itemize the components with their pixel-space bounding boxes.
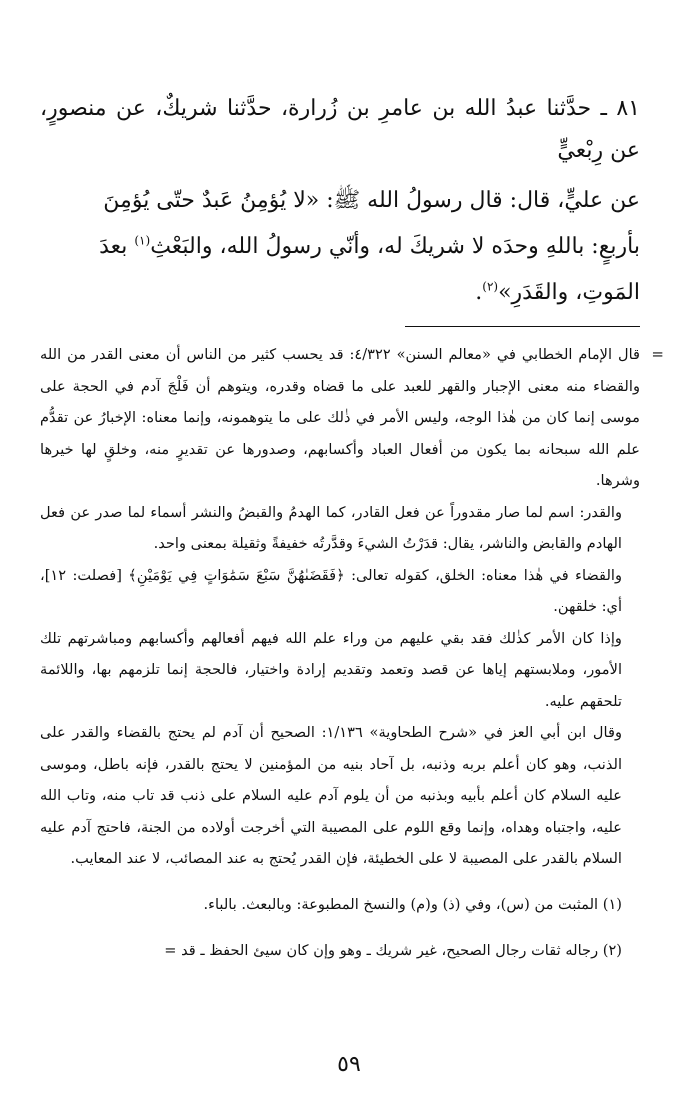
matn-line-2: [40, 224, 640, 270]
note-paragraph-3: والقضاء في هٰذا معناه: الخلق، كقوله تعالى: ﴿فَقَضَىٰهُنَّ سَبْعَ سَمَٰوَاتٍ فِي يَوْمَيْنِ﴾ [فصلت: ١٢]، أي: خلقهن.: [40, 566, 622, 615]
footnote-1: (١) المثبت من (س)، وفي (ذ) و(م) والنسخ المطبوعة: وبالبعث. بالباء.: [203, 896, 622, 914]
hadith-matn: [40, 178, 640, 316]
footnotes: [40, 889, 640, 967]
footnote-separator: [405, 326, 640, 327]
note-paragraph-4: وإذا كان الأمر كذٰلك فقد بقي عليهم من وراء علم الله فيهم أفعالهم وأكسابهم ومباشرتهم تلك الأمور، وملابستهم إياها عن قصد وتعمد وتقديم إرادة واختيار، فالحجة إنما تلزمهم بها، واللائمة تلحقهم عليه.: [40, 629, 622, 710]
matn-line-2-text: بأربعٍ: باللهِ وحدَه لا شريكَ له، وأنّي رسولُ الله، والبَعْثِ: [150, 234, 640, 259]
note-paragraph-1: قال الإمام الخطابي في «معالم السنن» ٤/٣٢٢: قد يحسب كثير من الناس أن معنى القدر من الله والقضاء منه معنى الإجبار والقهر للعبد على ما قضاه وقدره، ويتوهم أن فَلْجَ آدم في الحجة على موسى إنما كان من هٰذا الوجه، وليس الأمر في ذٰلك على ما يتوهمونه، وإنما معناه: الإخبارُ عن تقدُّم علم الله سبحانه بما يكون من أفعال العباد وأكسابهم، وصدورها عن تقديرٍ منه، وخلقٍ لها خيرها وشرها.: [40, 346, 640, 489]
note-paragraph-2: والقدر: اسم لما صار مقدوراً عن فعل القادر، كما الهدمُ والقبضُ والنشر أسماء لما صدر عن فعل الهادم والقابض والناشر، يقال: قدَرْتُ الشيءَ وقدَّرتُه خفيفةً وثقيلة بمعنى واحد.: [40, 503, 622, 552]
matn-end-mark: .: [475, 280, 483, 305]
matn-line-2-end: بعدَ: [99, 234, 128, 259]
continuation-mark: =: [651, 345, 664, 363]
isnad-chain: ٨١ ـ حدَّثنا عبدُ الله بن عامرِ بن زُرارة، حدَّثنا شريكٌ، عن منصورٍ، عن رِبْعيٍّ: [40, 96, 640, 163]
hadith-text: [40, 88, 640, 316]
footnote-marker-2[interactable]: (٢): [482, 279, 499, 294]
matn-line-1: عن عليٍّ، قال: قال رسولُ الله ﷺ: «لا يُؤمِنُ عَبدٌ حتّى يُؤمِنَ: [103, 188, 640, 213]
page-body: [40, 88, 664, 981]
note-paragraph-5: وقال ابن أبي العز في «شرح الطحاوية» ١/١٣٦: الصحيح أن آدم لم يحتج بالقضاء والقدر على الذنب، وهو كان أعلم بربه وذنبه، بل آحاد بنيه من المؤمنين لا يحتج بالقدر، فإنه باطل، وموسى عليه السلام كان أعلم بأبيه وبذنبه من أن يلوم آدم عليه السلام على ذنب قد تاب منه، وتاب الله عليه، واجتباه وهداه، وإنما وقع اللوم على المصيبة التي أخرجت أولاده من الجنة، فاحتج آدم عليه السلام بالقدر على المصيبة لا على الخطيئة، فإن القدر يُحتج به عند المصائب، لا عند المعايب.: [40, 724, 622, 867]
matn-line-3: [40, 270, 640, 316]
footnote-marker-1[interactable]: (١): [134, 233, 151, 248]
commentary-notes: [40, 339, 664, 875]
page-number: ٥٩: [337, 1052, 361, 1077]
footnote-2: (٢) رجاله ثقات رجال الصحيح، غير شريك ـ وهو وإن كان سيئ الحفظ ـ قد =: [164, 942, 622, 960]
matn-line-3-text: المَوتِ، والقَدَرِ»: [498, 280, 640, 305]
